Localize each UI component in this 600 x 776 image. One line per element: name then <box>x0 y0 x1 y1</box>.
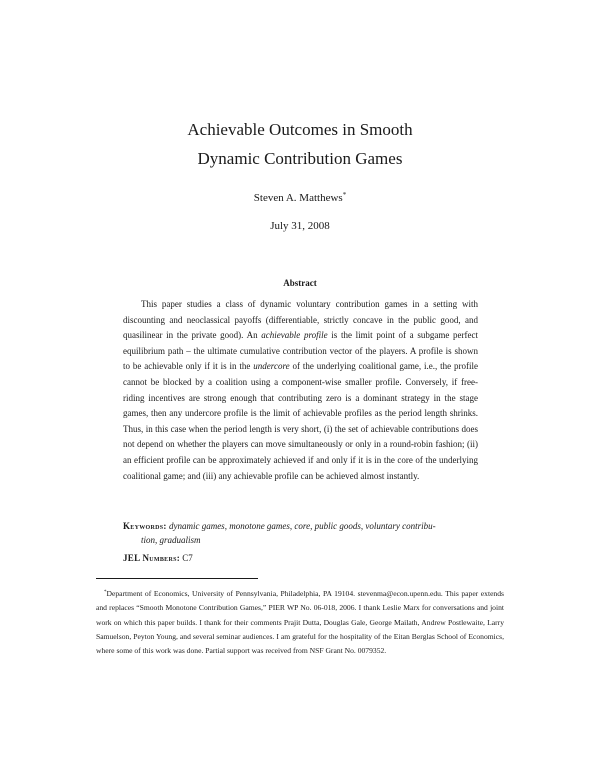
paper-date: July 31, 2008 <box>270 220 330 232</box>
footnote-mark: * <box>104 590 107 595</box>
footnote-text: Department of Economics, University of Pennsylvania, Philadelphia, PA 19104. stevenma@econ.upenn.edu. This paper extends and replaces “Smooth Monotone Contribution Games,” PIER WP No. 06-018, 2006. I thank Leslie Marx for conversations and joint work on which this paper builds. I thank for their comments Prajit Dutta, Douglas Gale, George Mailath, Andrew Postlewaite, Larry Samuelson, Peyton Young, and several seminar audiences. I am grateful for the hospitality of the Eitan Berglas School of Economics, where some of this work was done. Partial support was received from NSF Grant No. 0079352. <box>96 589 504 656</box>
keywords-block <box>123 519 478 547</box>
paper-title-line-1: Achievable Outcomes in Smooth <box>187 120 413 139</box>
jel-block <box>123 553 193 563</box>
abstract-body <box>123 297 478 484</box>
keywords-list: dynamic games, monotone games, core, public goods, voluntary contribu- <box>168 521 436 531</box>
author-name: Steven A. Matthews <box>253 192 343 204</box>
author-footnote-mark: * <box>342 191 347 199</box>
footnote <box>96 586 504 658</box>
abstract-term-undercore: undercore <box>253 361 290 372</box>
footnote-rule <box>96 578 258 579</box>
abstract-heading: Abstract <box>283 278 317 288</box>
keywords-label: Keywords: <box>123 521 167 531</box>
jel-value: C7 <box>182 553 193 563</box>
abstract-term-achievable-profile: achievable profile <box>261 330 328 341</box>
abstract-text-2: is the limit point of a subgame perfect equilibrium path – the ultimate cumulative contribution vector of the players. A profile is shown to be achievable only if it is in the <box>123 330 478 372</box>
abstract-text-1: This paper studies a class of dynamic voluntary contribution games in a setting with discounting and neoclassical payoffs (differentiable, strictly concave in the public good, and quasilinear in the private good). An <box>123 299 478 341</box>
jel-label: JEL Numbers: <box>123 553 181 563</box>
paper-title-line-2: Dynamic Contribution Games <box>197 149 403 168</box>
author-line <box>0 191 600 204</box>
abstract-text-3: of the underlying coalitional game, i.e., the profile cannot be blocked by a coalition using a component-wise smaller profile. Conversely, if free-riding incentives are strong enough that contributing zero is a dominant strategy in the stage games, then any undercore profile is the limit of achievable profiles as the period length shrinks. Thus, in this case when the period length is very short, (i) the set of achievable contributions does not depend on whether the players can move simultaneously or only in a round-robin fashion; (ii) an efficient profile can be approximately achieved if and only if it is in the core of the underlying coalitional game; and (iii) any achievable profile can be achieved almost instantly. <box>123 361 478 481</box>
keywords-list-continued: tion, gradualism <box>141 535 201 545</box>
